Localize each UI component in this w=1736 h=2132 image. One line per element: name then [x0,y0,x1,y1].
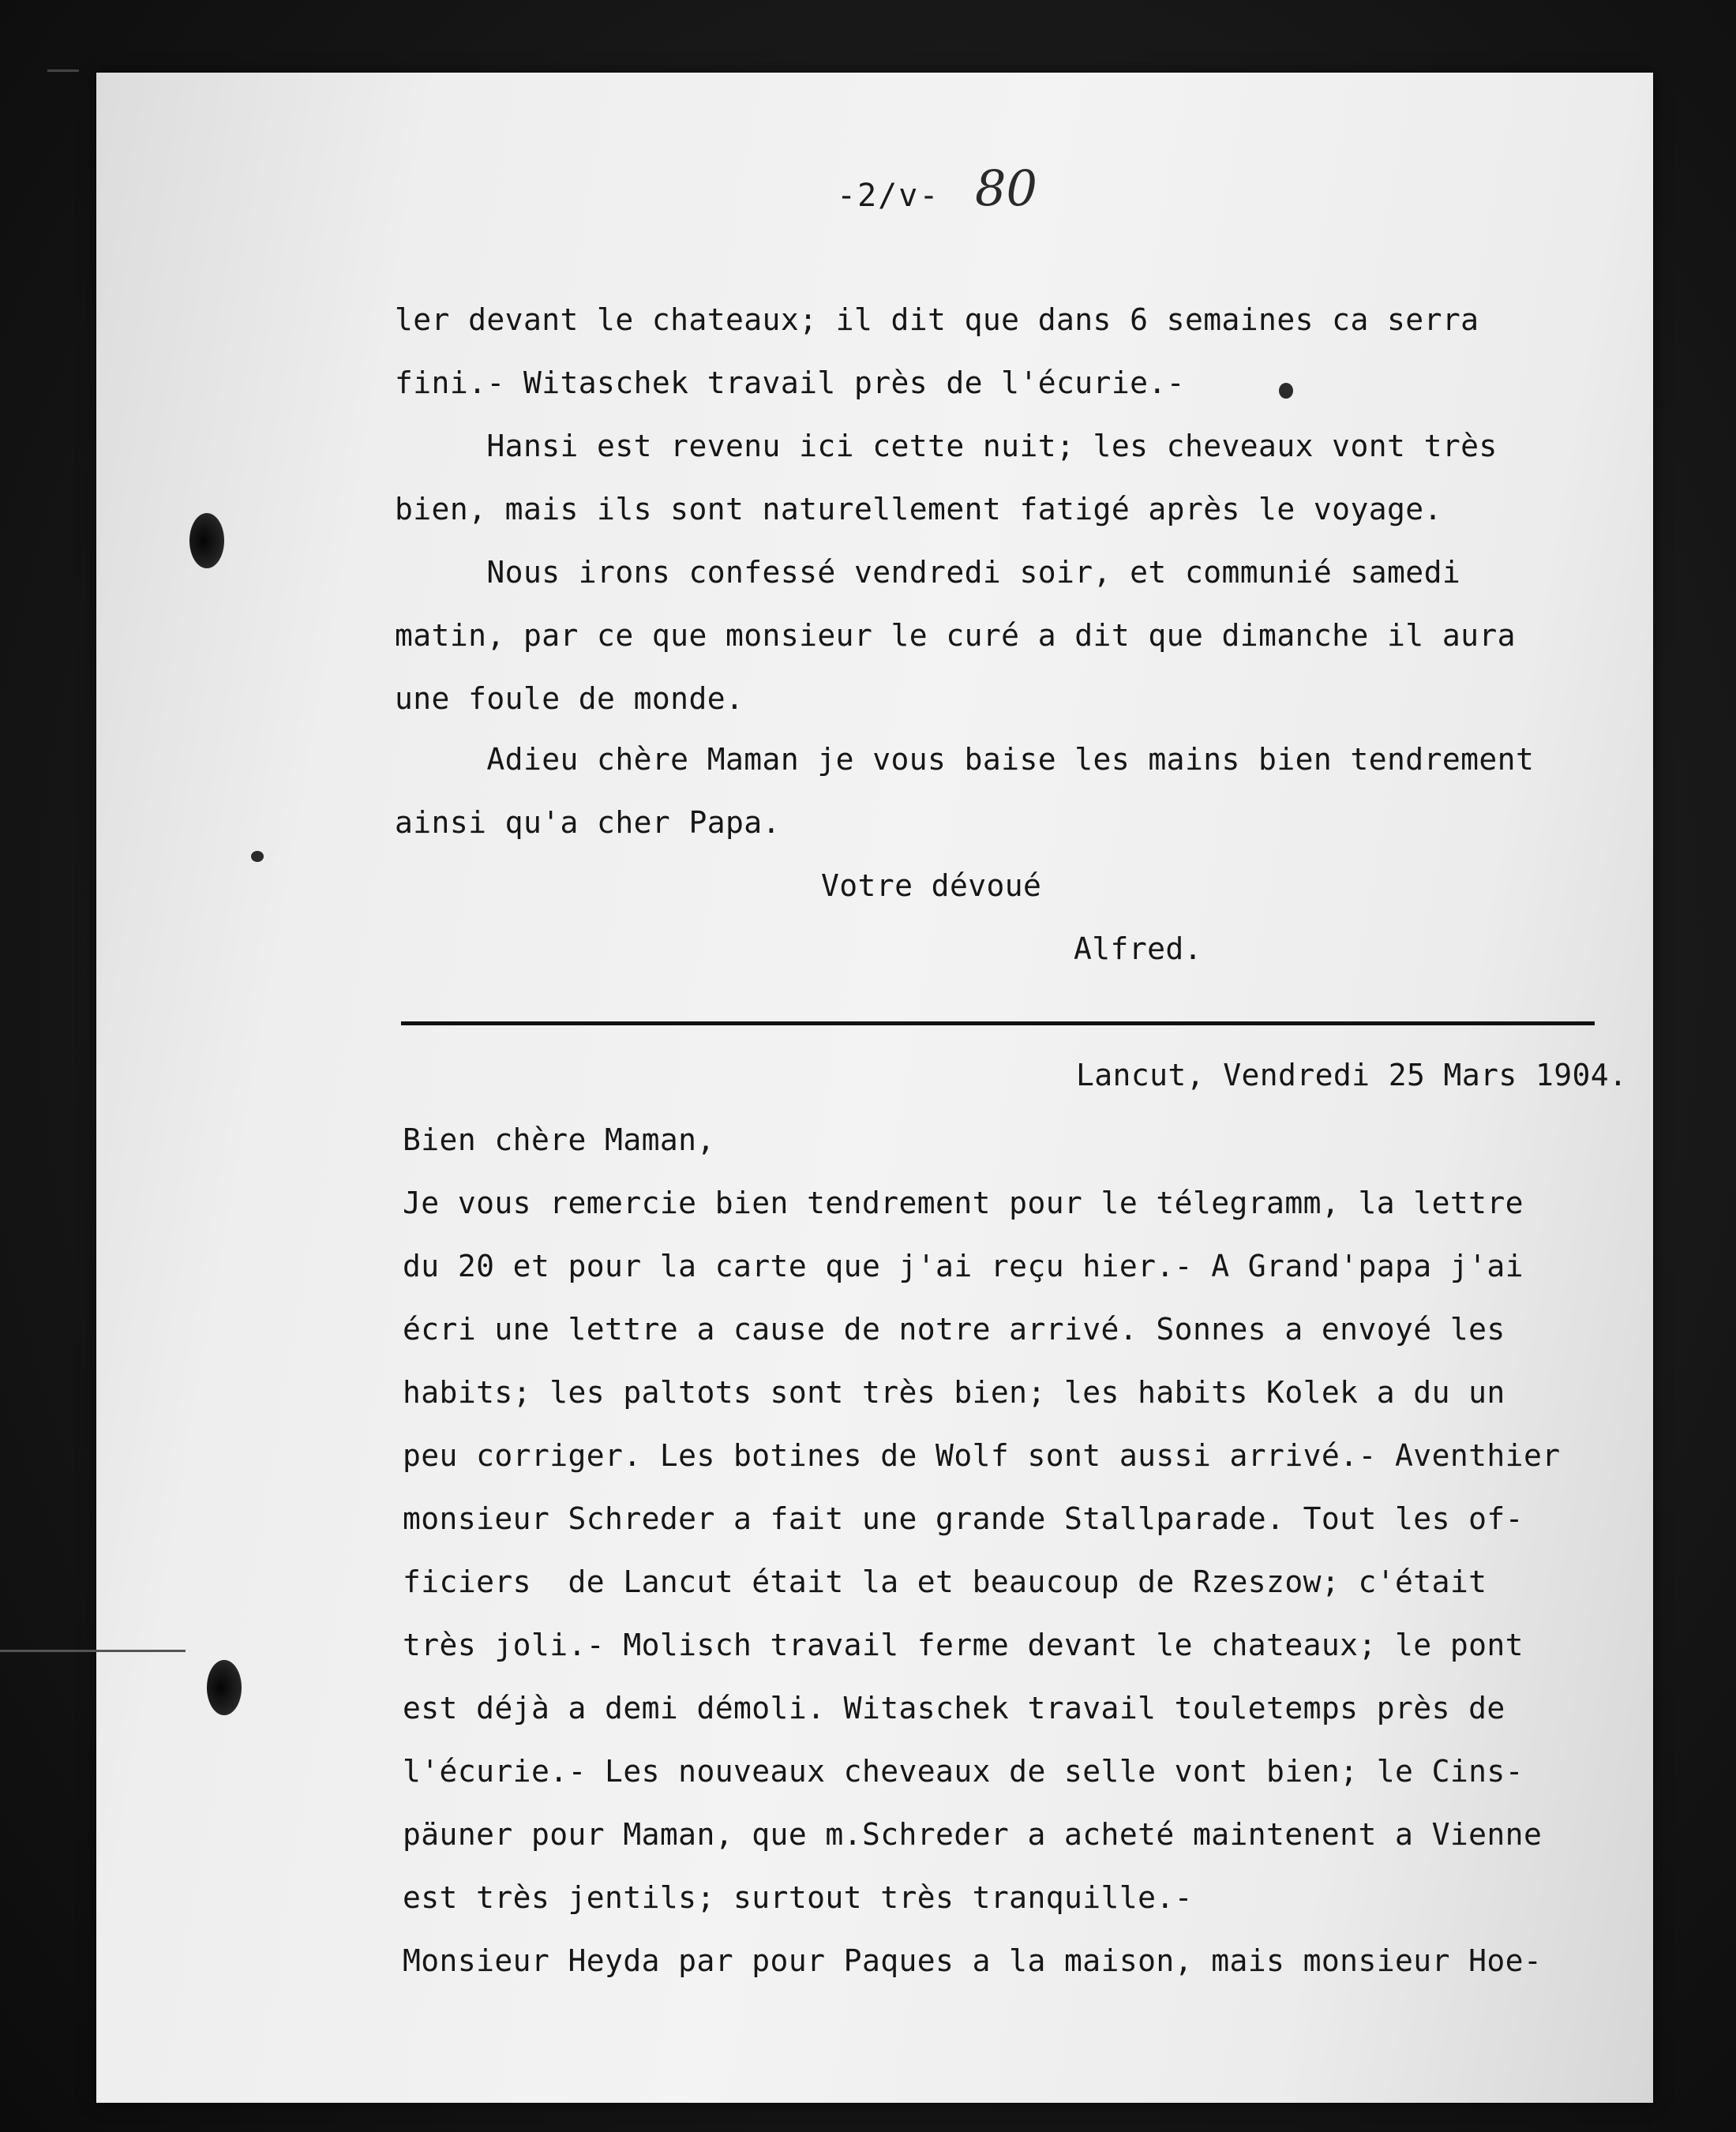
letter2-dateline: Lancut, Vendredi 25 Mars 1904. [1076,1058,1628,1092]
ink-blot [1279,383,1293,399]
letter2-line: du 20 et pour la carte que j'ai reçu hier.- A Grand'papa j'ai [403,1249,1524,1283]
letter2-line: est déjà a demi démoli. Witaschek travail touletemps près de [403,1691,1505,1725]
punch-hole-bottom [207,1660,242,1715]
letter1-line: ainsi qu'a cher Papa. [395,805,781,840]
letter2-line: Monsieur Heyda par pour Paques a la maison, mais monsieur Hoe- [403,1943,1543,1978]
letter1-line: ler devant le chateaux; il dit que dans 6 semaines ca serra [395,302,1479,337]
letter1-closing: Votre dévoué [821,868,1042,903]
letter2-line: habits; les paltots sont très bien; les habits Kolek a du un [403,1375,1505,1410]
letter2-line: päuner pour Maman, que m.Schreder a acheté maintenent a Vienne [403,1817,1543,1852]
letter1-line: Nous irons confessé vendredi soir, et communié samedi [395,555,1461,590]
letter2-line: est très jentils; surtout très tranquille.- [403,1880,1193,1915]
letter1-line: Adieu chère Maman je vous baise les mains bien tendrement [395,742,1535,777]
letter1-line: fini.- Witaschek travail près de l'écurie.- [395,365,1185,400]
punch-hole-top [189,513,224,568]
letter2-line: Je vous remercie bien tendrement pour le télegramm, la lettre [403,1186,1524,1220]
letter1-line: une foule de monde. [395,681,744,716]
letter-divider [401,1021,1595,1025]
letter2-salutation: Bien chère Maman, [403,1122,715,1157]
letter1-signature: Alfred. [1074,931,1202,966]
letter2-line: monsieur Schreder a fait une grande Stallparade. Tout les of- [403,1501,1524,1536]
letter2-line: très joli.- Molisch travail ferme devant le chateaux; le pont [403,1628,1524,1662]
margin-mark-side [0,1650,186,1652]
ink-dot [251,851,264,862]
folio-number: 80 [975,159,1037,217]
letter2-line: l'écurie.- Les nouveaux cheveaux de selle vont bien; le Cins- [403,1754,1524,1789]
letter2-line: ficiers de Lancut était la et beaucoup de Rzeszow; c'était [403,1564,1487,1599]
letter1-line: Hansi est revenu ici cette nuit; les cheveaux vont très [395,429,1498,463]
page-number: -2/v- [837,178,940,214]
letter1-line: matin, par ce que monsieur le curé a dit que dimanche il aura [395,618,1516,653]
margin-mark-top [47,69,79,72]
letter1-line: bien, mais ils sont naturellement fatigé après le voyage. [395,492,1442,526]
letter2-line: peu corriger. Les botines de Wolf sont aussi arrivé.- Aventhier [403,1438,1561,1473]
letter2-line: écri une lettre a cause de notre arrivé. Sonnes a envoyé les [403,1312,1505,1347]
